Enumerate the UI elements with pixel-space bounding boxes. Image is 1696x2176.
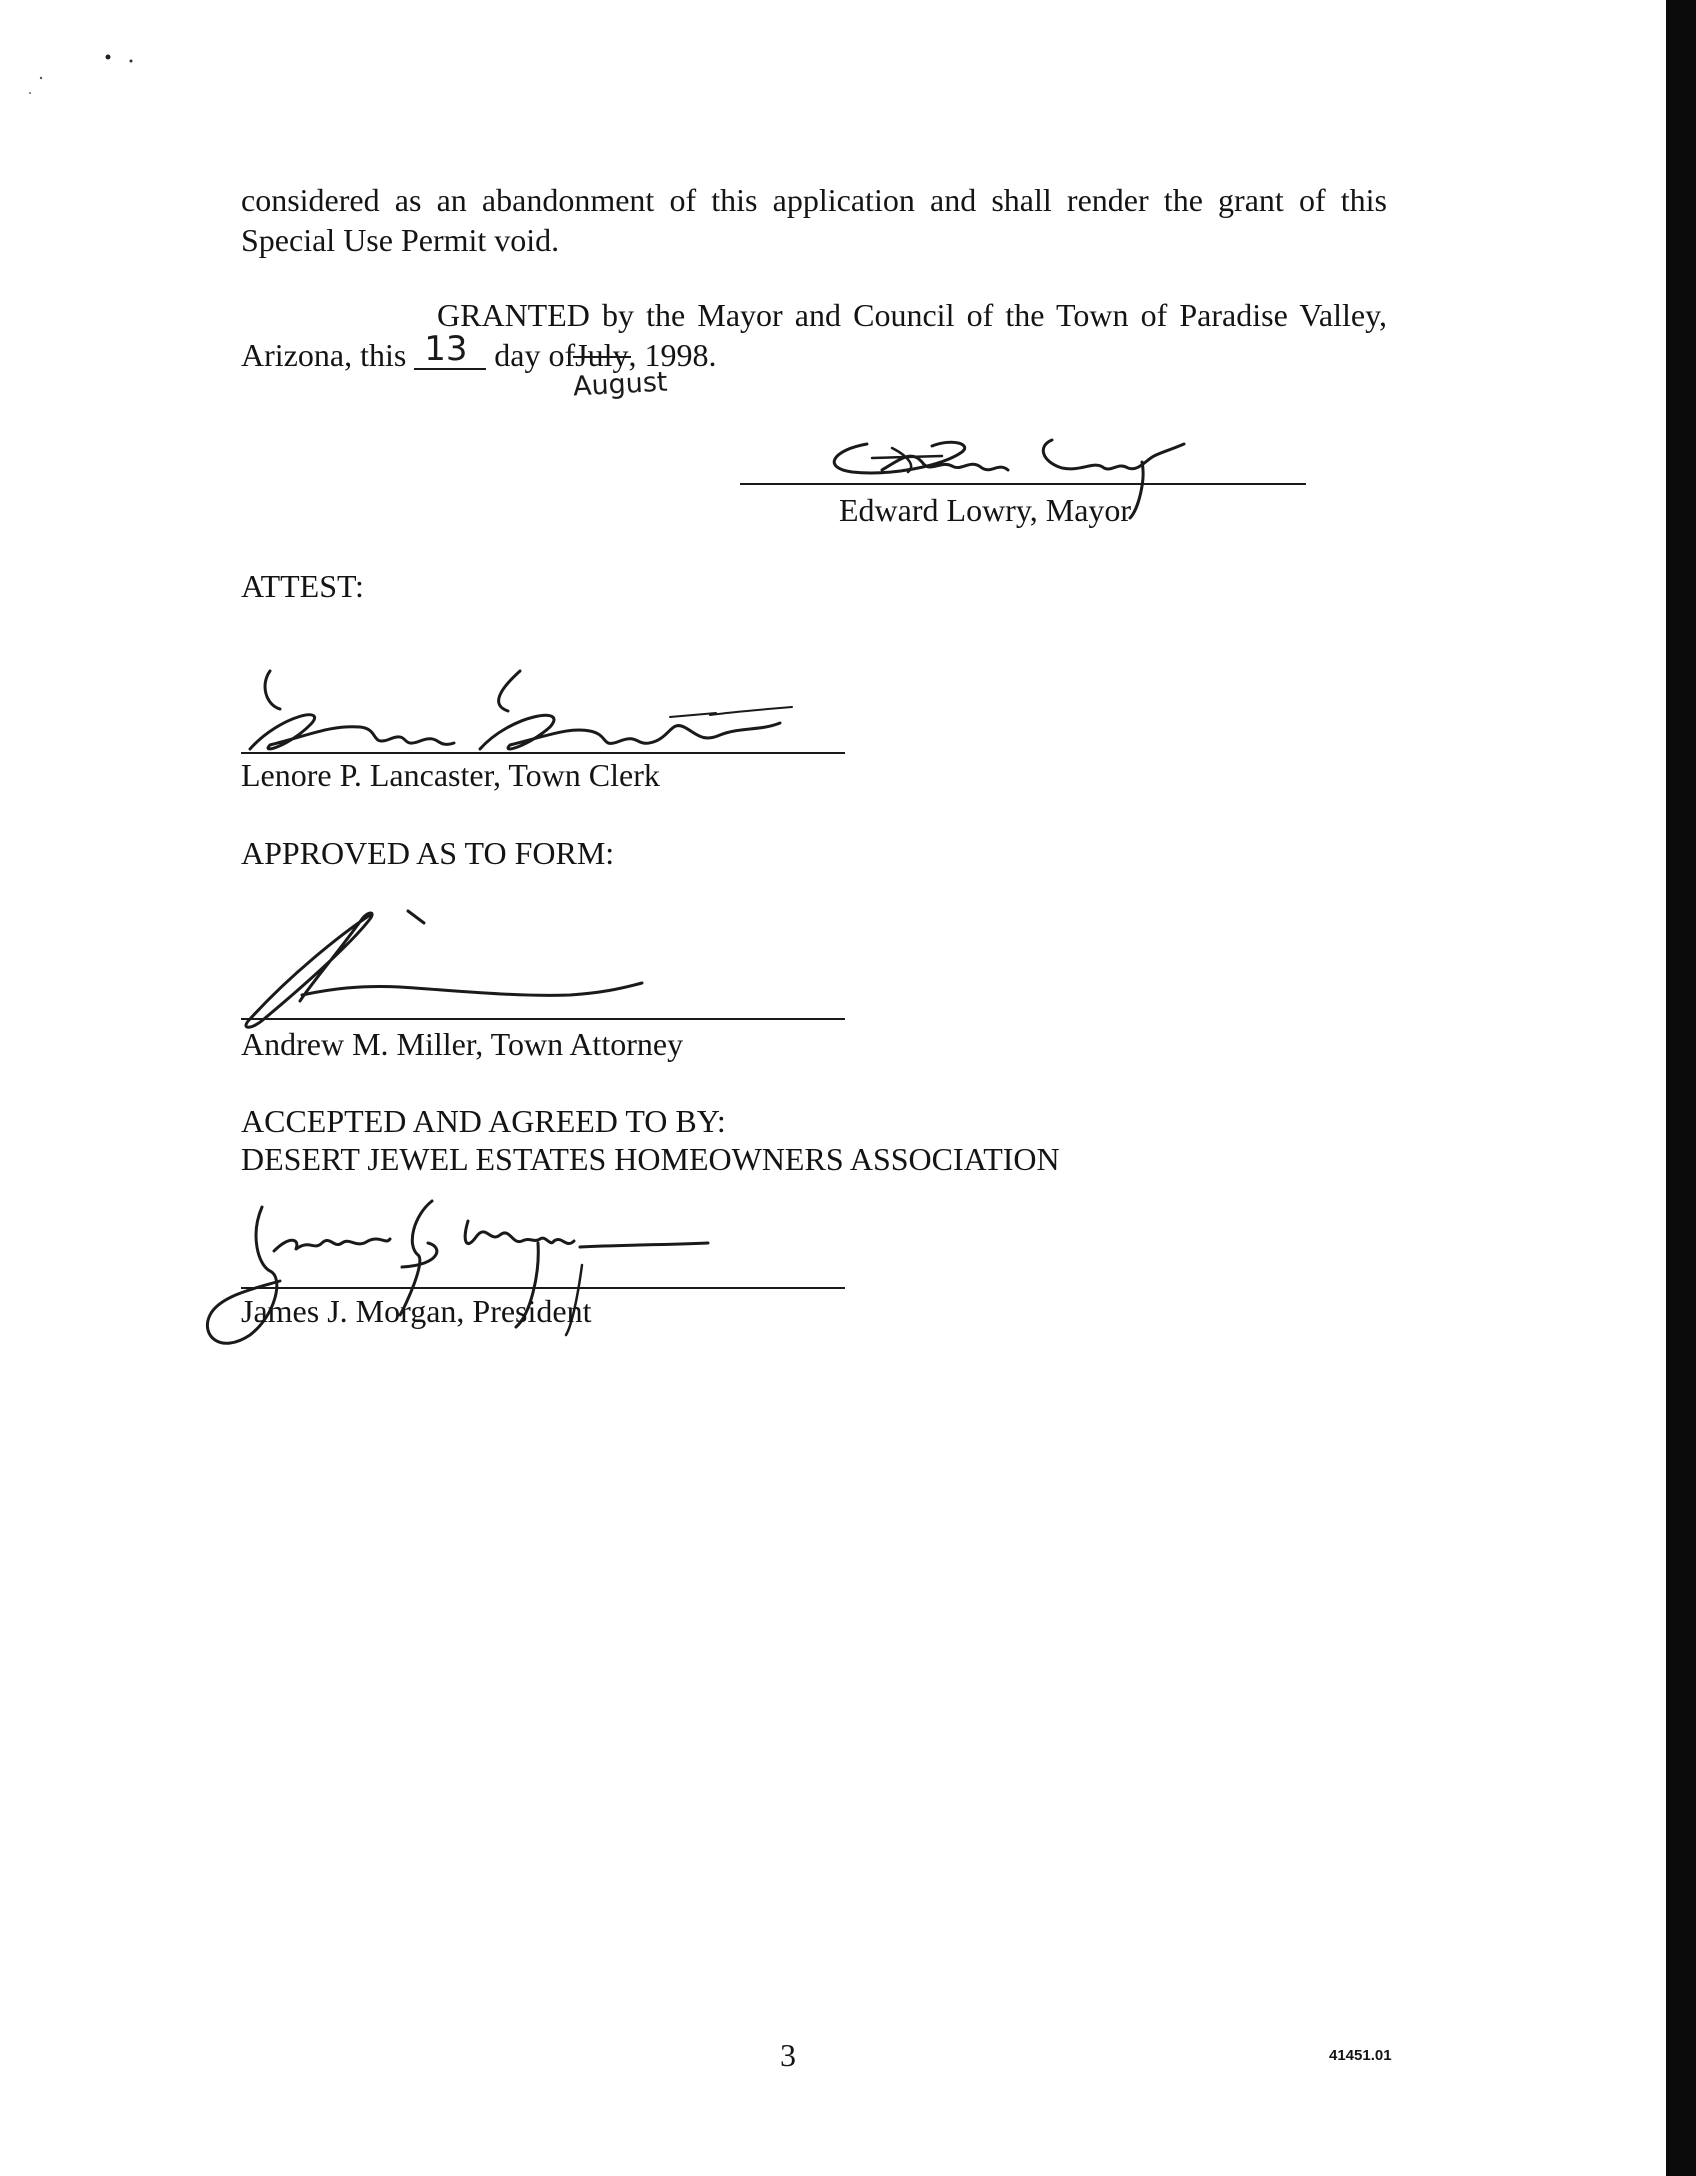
attorney-signature: [240, 905, 660, 1035]
scan-specks: [0, 0, 200, 140]
closing-paragraph-line-2: Special Use Permit void.: [241, 222, 560, 258]
page-number: 3: [780, 2037, 796, 2073]
closing-paragraph-line-1: considered as an abandonment of this application and shall render the grant of this: [241, 182, 1387, 218]
granted-paragraph-line-1: GRANTED by the Mayor and Council of the Town of Paradise Valley,: [437, 297, 1387, 333]
association-name: James J. Morgan, President: [241, 1293, 592, 1329]
granted-prefix: Arizona, this: [241, 337, 407, 373]
accepted-heading-line-2: DESERT JEWEL ESTATES HOMEOWNERS ASSOCIATION: [241, 1141, 1060, 1177]
handwritten-month: August: [572, 366, 669, 403]
granted-mid: day of: [494, 337, 576, 373]
handwritten-day: 13: [424, 329, 468, 369]
document-number: 41451.01: [1329, 2047, 1392, 2064]
clerk-signature: [240, 665, 800, 765]
struck-month: July: [575, 337, 629, 373]
approved-heading: APPROVED AS TO FORM:: [241, 835, 615, 871]
scan-edge-border: [1666, 0, 1696, 2176]
clerk-name: Lenore P. Lancaster, Town Clerk: [241, 757, 660, 793]
day-blank: [414, 329, 486, 370]
association-signature-line: [241, 1287, 845, 1289]
attorney-name: Andrew M. Miller, Town Attorney: [241, 1026, 684, 1062]
attorney-signature-line: [241, 1018, 845, 1020]
granted-suffix: , 1998.: [628, 337, 717, 373]
mayor-name: Edward Lowry, Mayor: [839, 492, 1132, 528]
attest-heading: ATTEST:: [241, 568, 364, 604]
clerk-signature-line: [241, 752, 845, 754]
association-signature: [200, 1195, 720, 1355]
mayor-signature-line: [740, 483, 1306, 485]
accepted-heading-line-1: ACCEPTED AND AGREED TO BY:: [241, 1103, 726, 1139]
